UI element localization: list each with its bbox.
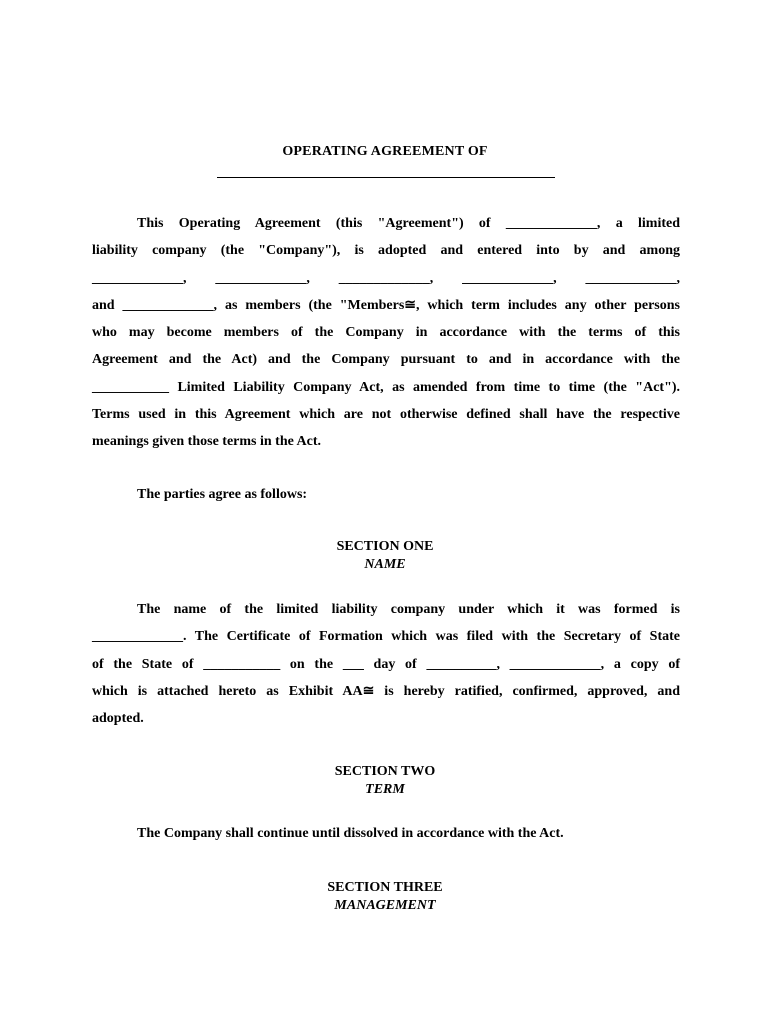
parties-agree-paragraph [92, 481, 680, 508]
document-title: OPERATING AGREEMENT OF [282, 144, 488, 159]
section-one-subtitle: NAME [364, 557, 406, 572]
intro-line-5: who may become members of the Company in accordance with the terms of this [92, 325, 680, 341]
section-one-title: SECTION ONE [336, 539, 434, 554]
section-two-heading [0, 763, 770, 799]
section-one-line-2: _____________. The Certificate of Formation which was filed with the Secretary of State [92, 629, 680, 645]
intro-paragraph [92, 210, 680, 456]
intro-line-9: meanings given those terms in the Act. [92, 434, 322, 450]
section-three-title: SECTION THREE [327, 880, 443, 895]
intro-line-7: ___________ Limited Liability Company Act, as amended from time to time (the "Act"). [92, 379, 680, 395]
intro-line-4: and _____________, as members (the "Members≅, which term includes any other persons [92, 297, 680, 313]
intro-line-3: _____________, _____________, _____________, _____________, _____________, [92, 270, 680, 286]
section-one-line-5: adopted. [92, 711, 144, 727]
section-one-line-3: of the State of ___________ on the ___ day of __________, _____________, a copy of [92, 656, 680, 672]
intro-line-6: Agreement and the Act) and the Company pursuant to and in accordance with the [92, 352, 680, 368]
section-two-subtitle: TERM [365, 782, 405, 797]
intro-line-2: liability company (the "Company"), is adopted and entered into by and among [92, 243, 680, 259]
section-three-subtitle: MANAGEMENT [334, 898, 436, 913]
section-two-paragraph [92, 820, 680, 847]
section-one-line-1: The name of the limited liability company under which it was formed is [137, 602, 680, 617]
section-two-text: The Company shall continue until dissolved in accordance with the Act. [137, 826, 564, 841]
intro-line-8: Terms used in this Agreement which are not otherwise defined shall have the respective [92, 407, 680, 423]
section-one-heading [0, 538, 770, 574]
intro-line-1: This Operating Agreement (this "Agreement") of _____________, a limited [137, 216, 680, 231]
section-three-heading [0, 879, 770, 915]
section-two-title: SECTION TWO [334, 764, 436, 779]
parties-agree-text: The parties agree as follows: [137, 487, 308, 502]
company-name-blank-line [217, 177, 555, 178]
section-one-line-4: which is attached hereto as Exhibit AA≅ is hereby ratified, confirmed, approved, and [92, 683, 680, 699]
section-one-paragraph [92, 596, 680, 732]
